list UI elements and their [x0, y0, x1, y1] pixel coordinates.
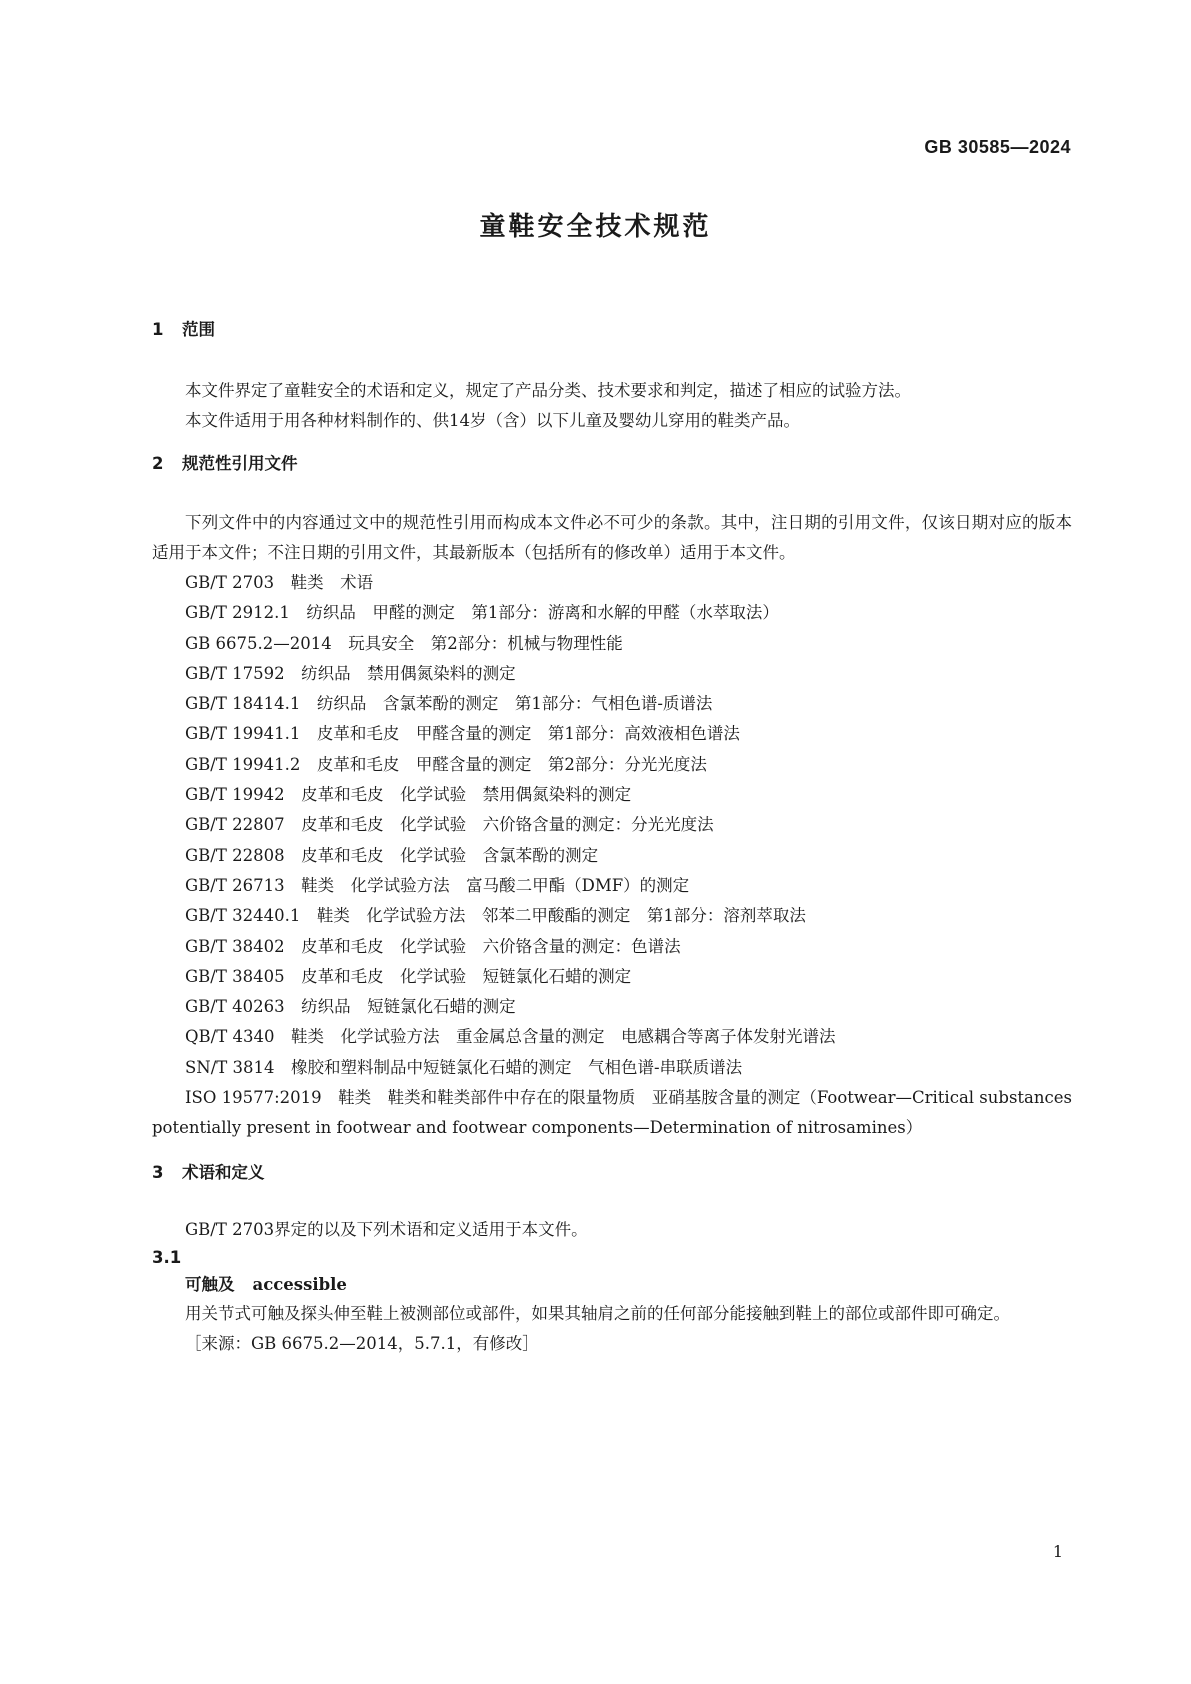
scope-paragraph-2: 本文件适用于用各种材料制作的、供14岁（含）以下儿童及婴幼儿穿用的鞋类产品。 [185, 411, 800, 430]
reference-item: GB/T 2912.1 纺织品 甲醛的测定 第1部分：游离和水解的甲醛（水萃取法） [185, 603, 779, 623]
reference-item: GB/T 17592 纺织品 禁用偶氮染料的测定 [185, 663, 516, 683]
term-heading [152, 1271, 1072, 1299]
term-english: accessible [252, 1275, 347, 1295]
scope-paragraph-1: 本文件界定了童鞋安全的术语和定义，规定了产品分类、技术要求和判定，描述了相应的试验方法。 [185, 381, 911, 400]
section-1-number: 1 [152, 320, 164, 339]
document-body [152, 318, 1072, 1359]
reference-item: QB/T 4340 鞋类 化学试验方法 重金属总含量的测定 电感耦合等离子体发射光谱法 [185, 1027, 836, 1047]
reference-item: GB/T 38402 皮革和毛皮 化学试验 六价铬含量的测定：色谱法 [185, 936, 681, 956]
page-number: 1 [1052, 1542, 1063, 1561]
term-definition: 用关节式可触及探头伸至鞋上被测部位或部件，如果其轴肩之前的任何部分能接触到鞋上的部位或部件即可确定。 [185, 1304, 1010, 1324]
term-chinese: 可触及 [185, 1275, 235, 1295]
terms-intro: GB/T 2703界定的以及下列术语和定义适用于本文件。 [185, 1220, 588, 1240]
section-1-heading [152, 318, 1072, 342]
reference-item: GB/T 18414.1 纺织品 含氯苯酚的测定 第1部分：气相色谱-质谱法 [185, 694, 713, 714]
reference-item: GB 6675.2—2014 玩具安全 第2部分：机械与物理性能 [185, 633, 623, 653]
section-2-title: 规范性引用文件 [182, 454, 298, 473]
term-number: 3.1 [152, 1248, 182, 1268]
reference-item: GB/T 19941.2 皮革和毛皮 甲醛含量的测定 第2部分：分光光度法 [185, 754, 707, 774]
reference-item: GB/T 40263 纺织品 短链氯化石蜡的测定 [185, 997, 516, 1017]
term-source: ［来源：GB 6675.2—2014，5.7.1，有修改］ [185, 1334, 539, 1354]
reference-item: GB/T 22807 皮革和毛皮 化学试验 六价铬含量的测定：分光光度法 [185, 815, 714, 835]
reference-item: GB/T 22808 皮革和毛皮 化学试验 含氯苯酚的测定 [185, 845, 599, 865]
reference-item: SN/T 3814 橡胶和塑料制品中短链氯化石蜡的测定 气相色谱-串联质谱法 [185, 1057, 743, 1077]
standard-number: GB 30585—2024 [924, 137, 1071, 157]
document-title: 童鞋安全技术规范 [479, 212, 712, 242]
reference-item-iso: ISO 19577:2019 鞋类 鞋类和鞋类部件中存在的限量物质 亚硝基胺含量的测定（Footwear—Critical substances potentially present in footwear and footwear components—Determination of nitrosamines） [152, 1088, 1072, 1138]
references-intro: 下列文件中的内容通过文中的规范性引用而构成本文件必不可少的条款。其中，注日期的引用文件，仅该日期对应的版本适用于本文件；不注日期的引用文件，其最新版本（包括所有的修改单）适用于本文件。 [152, 513, 1072, 562]
reference-item: GB/T 19942 皮革和毛皮 化学试验 禁用偶氮染料的测定 [185, 785, 632, 805]
section-2-heading [152, 452, 1072, 476]
reference-item: GB/T 2703 鞋类 术语 [185, 573, 374, 592]
section-1-title: 范围 [182, 320, 215, 339]
reference-list [152, 568, 1072, 1143]
section-2-number: 2 [152, 454, 164, 473]
reference-item: GB/T 38405 皮革和毛皮 化学试验 短链氯化石蜡的测定 [185, 966, 632, 986]
section-3-number: 3 [152, 1163, 164, 1183]
reference-item: GB/T 19941.1 皮革和毛皮 甲醛含量的测定 第1部分：高效液相色谱法 [185, 724, 740, 744]
section-3-heading [152, 1161, 1072, 1185]
reference-item: GB/T 26713 鞋类 化学试验方法 富马酸二甲酯（DMF）的测定 [185, 875, 690, 895]
reference-item: GB/T 32440.1 鞋类 化学试验方法 邻苯二甲酸酯的测定 第1部分：溶剂萃取法 [185, 906, 806, 926]
section-3-title: 术语和定义 [182, 1163, 265, 1183]
